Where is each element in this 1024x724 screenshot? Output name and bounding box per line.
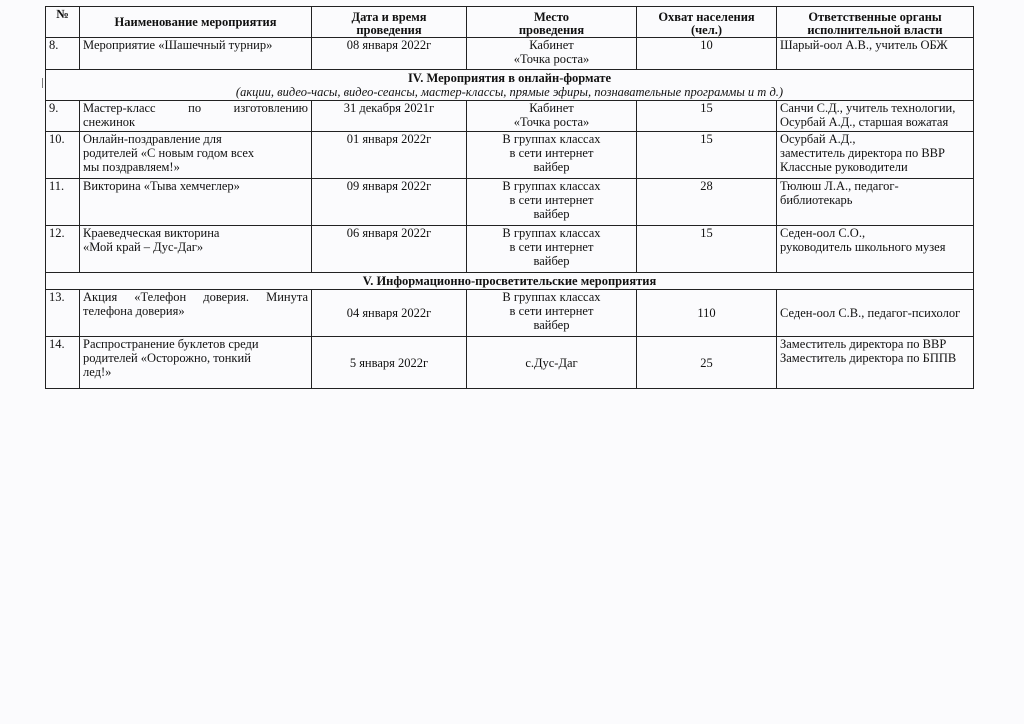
- header-responsible: Ответственные органы исполнительной власти: [777, 7, 974, 38]
- header-num: №: [46, 7, 80, 38]
- row-name: Онлайн-поздравление для родителей «С новым годом всех мы поздравляем!»: [80, 132, 312, 179]
- row-date: 06 января 2022г: [312, 226, 467, 273]
- table-row: [46, 290, 974, 337]
- row-place: Кабинет «Точка роста»: [467, 38, 637, 70]
- table-row: [46, 38, 974, 70]
- table-header-row: [46, 7, 974, 38]
- header-coverage: Охват населения (чел.): [637, 7, 777, 38]
- header-place: Место проведения: [467, 7, 637, 38]
- row-place: В группах классах в сети интернет вайбер: [467, 226, 637, 273]
- row-num: 8.: [46, 38, 80, 70]
- row-date: 08 января 2022г: [312, 38, 467, 70]
- row-count: 15: [637, 101, 777, 132]
- row-name: Мастер-класс по изготовлению снежинок: [80, 101, 312, 132]
- table-row: [46, 179, 974, 226]
- header-date: Дата и время проведения: [312, 7, 467, 38]
- row-count: 110: [637, 290, 777, 337]
- row-num: 14.: [46, 337, 80, 389]
- row-count: 15: [637, 226, 777, 273]
- row-count: 25: [637, 337, 777, 389]
- row-place: Кабинет «Точка роста»: [467, 101, 637, 132]
- row-num: 13.: [46, 290, 80, 337]
- row-place: В группах классах в сети интернет вайбер: [467, 179, 637, 226]
- row-date: 09 января 2022г: [312, 179, 467, 226]
- row-name: Мероприятие «Шашечный турнир»: [80, 38, 312, 70]
- row-responsible: Седен-оол С.О., руководитель школьного музея: [777, 226, 974, 273]
- header-name: Наименование мероприятия: [80, 7, 312, 38]
- margin-mark: [42, 78, 46, 88]
- row-count: 28: [637, 179, 777, 226]
- row-place: с.Дус-Даг: [467, 337, 637, 389]
- document-page: [45, 6, 973, 389]
- table-row: [46, 226, 974, 273]
- row-name: Распространение буклетов среди родителей «Осторожно, тонкий лед!»: [80, 337, 312, 389]
- table-row: [46, 132, 974, 179]
- section-row: [46, 273, 974, 290]
- section-5-title: V. Информационно-просветительские мероприятия: [362, 274, 657, 288]
- section-5-heading: [46, 273, 974, 290]
- row-count: 10: [637, 38, 777, 70]
- row-responsible: Санчи С.Д., учитель технологии, Осурбай А.Д., старшая вожатая: [777, 101, 974, 132]
- table-row: [46, 101, 974, 132]
- section-4-title: IV. Мероприятия в онлайн-формате: [407, 71, 612, 85]
- section-4-subtitle: (акции, видео-часы, видео-сеансы, мастер-классы, прямые эфиры, познавательные программы и т д.): [235, 85, 784, 99]
- row-name: Викторина «Тыва хемчеглер»: [80, 179, 312, 226]
- events-table: [45, 6, 974, 389]
- row-num: 9.: [46, 101, 80, 132]
- row-responsible: Седен-оол С.В., педагог-психолог: [777, 290, 974, 337]
- row-num: 10.: [46, 132, 80, 179]
- row-responsible: Тюлюш Л.А., педагог-библиотекарь: [777, 179, 974, 226]
- row-name: Акция «Телефон доверия. Минута телефона доверия»: [80, 290, 312, 337]
- row-responsible: Заместитель директора по ВВР Заместитель директора по БППВ: [777, 337, 974, 389]
- section-row: [46, 70, 974, 101]
- row-responsible: Осурбай А.Д., заместитель директора по ВВР Классные руководители: [777, 132, 974, 179]
- row-name: Краеведческая викторина «Мой край – Дус-Даг»: [80, 226, 312, 273]
- row-num: 11.: [46, 179, 80, 226]
- row-place: В группах классах в сети интернет вайбер: [467, 132, 637, 179]
- row-date: 04 января 2022г: [312, 290, 467, 337]
- section-4-heading: [46, 70, 974, 101]
- table-row: [46, 337, 974, 389]
- row-date: 5 января 2022г: [312, 337, 467, 389]
- row-date: 01 января 2022г: [312, 132, 467, 179]
- row-count: 15: [637, 132, 777, 179]
- row-place: В группах классах в сети интернет вайбер: [467, 290, 637, 337]
- row-num: 12.: [46, 226, 80, 273]
- row-responsible: Шарый-оол А.В., учитель ОБЖ: [777, 38, 974, 70]
- row-date: 31 декабря 2021г: [312, 101, 467, 132]
